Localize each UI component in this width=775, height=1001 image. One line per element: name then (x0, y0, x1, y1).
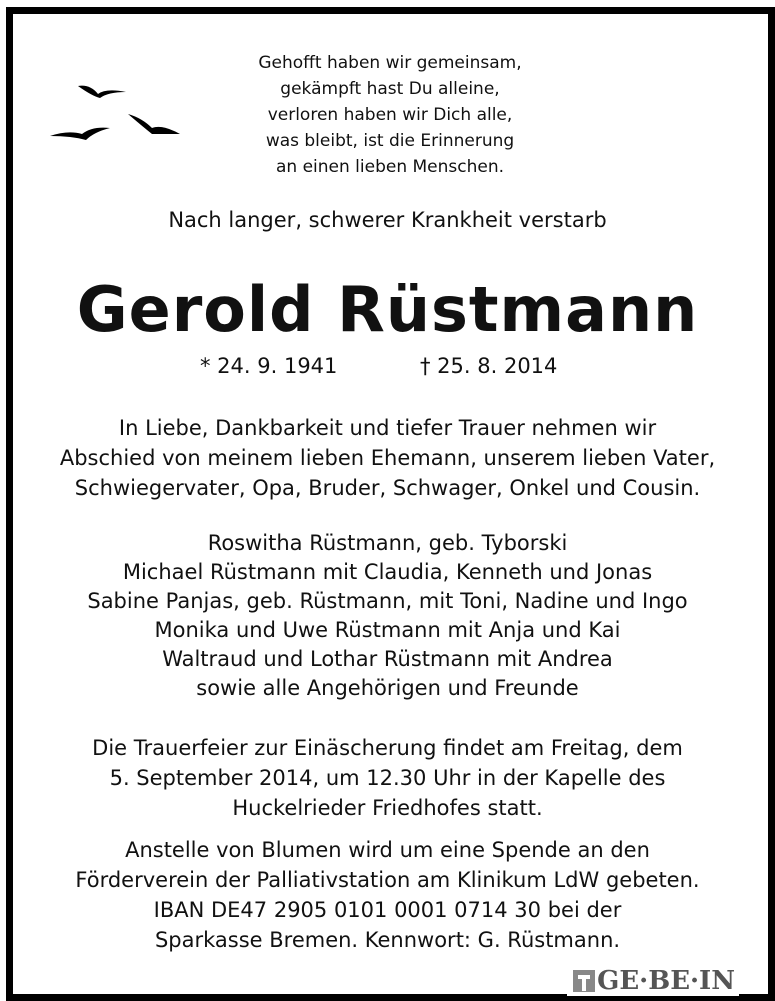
family-line: Monika und Uwe Rüstmann mit Anja und Kai (154, 618, 621, 642)
family-line: Waltraud und Lothar Rüstmann mit Andrea (162, 647, 613, 671)
poem-line: was bleibt, ist die Erinnerung (265, 131, 515, 151)
donation-line: Förderverein der Palliativstation am Klinikum LdW gebeten. (75, 868, 700, 892)
message-line: Schwiegervater, Opa, Bruder, Schwager, Onkel und Cousin. (74, 476, 701, 500)
message-line: Abschied von meinem lieben Ehemann, unserem lieben Vater, (59, 446, 716, 470)
ceremony-line: 5. September 2014, um 12.30 Uhr in der Kapelle des (109, 766, 666, 790)
publisher-logo (567, 966, 739, 996)
donation-line: Sparkasse Bremen. Kennwort: G. Rüstmann. (154, 928, 621, 952)
message-block (0, 413, 775, 503)
death-date: † 25. 8. 2014 (420, 354, 558, 378)
poem (170, 50, 610, 180)
ceremony-block (0, 733, 775, 823)
donation-block (0, 835, 775, 955)
donation-line: Anstelle von Blumen wird um eine Spende an den (125, 838, 650, 862)
family-line: Roswitha Rüstmann, geb. Tyborski (207, 531, 568, 555)
deceased-name: Gerold Rüstmann (76, 273, 699, 346)
family-line: sowie alle Angehörigen und Freunde (196, 676, 579, 700)
logo-text: GE·BE·IN (597, 966, 735, 996)
poem-line: Gehofft haben wir gemeinsam, (258, 53, 522, 73)
poem-line: gekämpft hast Du alleine, (280, 79, 500, 99)
birth-date: * 24. 9. 1941 (200, 354, 338, 378)
donation-line: IBAN DE47 2905 0101 0001 0714 30 bei der (153, 898, 622, 922)
family-line: Sabine Panjas, geb. Rüstmann, mit Toni, Nadine und Ingo (87, 589, 688, 613)
gebein-logo-icon (571, 968, 597, 994)
message-line: In Liebe, Dankbarkeit und tiefer Trauer nehmen wir (118, 416, 657, 440)
ceremony-line: Die Trauerfeier zur Einäscherung findet am Freitag, dem (92, 736, 683, 760)
ceremony-line: Huckelrieder Friedhofes statt. (232, 796, 543, 820)
poem-line: an einen lieben Menschen. (275, 157, 505, 177)
intro-text: Nach langer, schwerer Krankheit verstarb (168, 208, 607, 232)
poem-line: verloren haben wir Dich alle, (267, 105, 513, 125)
family-list (0, 529, 775, 703)
family-line: Michael Rüstmann mit Claudia, Kenneth und Jonas (122, 560, 653, 584)
